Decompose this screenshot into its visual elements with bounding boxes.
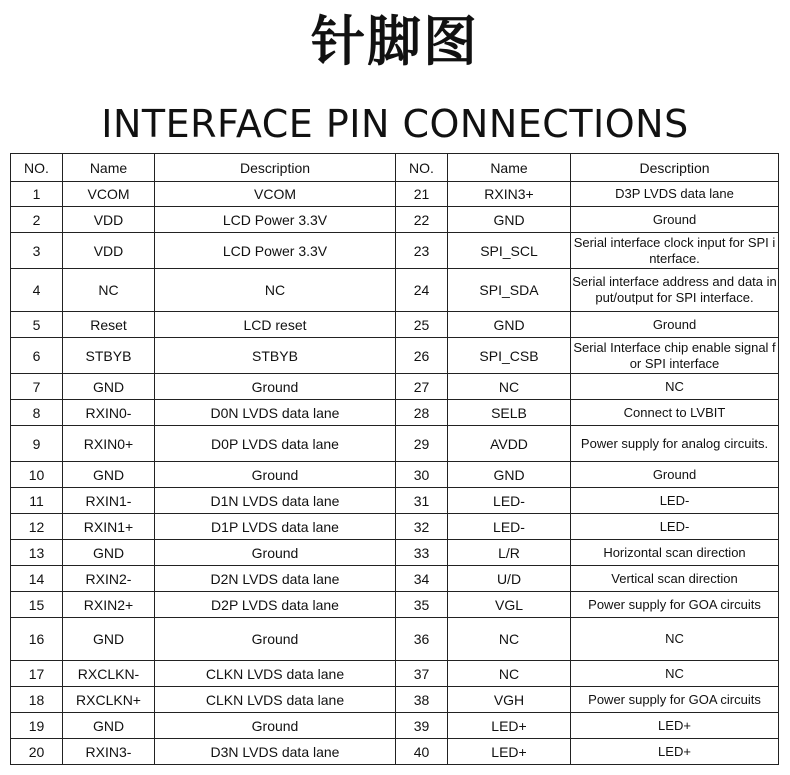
pin-number: 11 [11,488,63,514]
table-row [11,739,779,765]
pin-description: Connect to LVBIT [571,400,779,426]
pin-number: 28 [396,400,448,426]
header-name-left: Name [63,154,155,182]
pin-name: SPI_SDA [448,269,571,312]
table-row [11,182,779,207]
pin-description: LED- [571,514,779,540]
pin-name: GND [448,462,571,488]
pin-number: 23 [396,233,448,269]
pin-table-body [11,182,779,765]
pin-name: RXIN1- [63,488,155,514]
pin-number: 24 [396,269,448,312]
pin-description: Ground [155,713,396,739]
pin-number: 32 [396,514,448,540]
pin-description: D0N LVDS data lane [155,400,396,426]
pin-number: 22 [396,207,448,233]
pin-description: Ground [155,374,396,400]
pin-number: 4 [11,269,63,312]
pin-number: 3 [11,233,63,269]
pin-number: 18 [11,687,63,713]
pin-number: 30 [396,462,448,488]
pin-description: Vertical scan direction [571,566,779,592]
pin-name: VDD [63,233,155,269]
pin-number: 19 [11,713,63,739]
page-title: INTERFACE PIN CONNECTIONS [101,102,689,146]
pin-description: NC [571,374,779,400]
pin-description: Serial interface clock input for SPI interface. [571,233,779,269]
pin-number: 25 [396,312,448,338]
pin-description: Serial interface address and data input/output for SPI interface. [571,269,779,312]
table-row [11,462,779,488]
pin-name: VGL [448,592,571,618]
pin-number: 2 [11,207,63,233]
pin-name: LED+ [448,739,571,765]
pin-name: U/D [448,566,571,592]
pin-description: NC [571,618,779,661]
pin-description: NC [155,269,396,312]
pin-name: Reset [63,312,155,338]
pin-number: 21 [396,182,448,207]
pin-number: 15 [11,592,63,618]
table-row [11,566,779,592]
pin-description: Ground [571,312,779,338]
table-row [11,687,779,713]
pin-description: CLKN LVDS data lane [155,661,396,687]
pin-description: VCOM [155,182,396,207]
pin-number: 8 [11,400,63,426]
pin-description: STBYB [155,338,396,374]
pin-description: Power supply for analog circuits. [571,426,779,462]
pin-name: VCOM [63,182,155,207]
pin-number: 33 [396,540,448,566]
pin-name: GND [63,462,155,488]
pin-number: 20 [11,739,63,765]
pin-description: Serial Interface chip enable signal for SPI interface [571,338,779,374]
header-row [11,154,779,182]
pin-description: NC [571,661,779,687]
pin-number: 12 [11,514,63,540]
header-description-right: Description [571,154,779,182]
pin-description: D3P LVDS data lane [571,182,779,207]
pin-name: RXIN1+ [63,514,155,540]
pin-name: GND [448,207,571,233]
pin-description: LED+ [571,739,779,765]
pin-name: NC [448,661,571,687]
pin-name: SELB [448,400,571,426]
pin-name: NC [63,269,155,312]
pin-name: RXIN2+ [63,592,155,618]
pin-number: 9 [11,426,63,462]
pin-number: 6 [11,338,63,374]
table-row [11,514,779,540]
pin-number: 40 [396,739,448,765]
pin-description: LED- [571,488,779,514]
pin-name: GND [63,374,155,400]
pin-number: 34 [396,566,448,592]
table-row [11,661,779,687]
table-row [11,269,779,312]
pin-number: 17 [11,661,63,687]
pin-description: Ground [571,462,779,488]
pin-number: 36 [396,618,448,661]
pin-name: RXIN2- [63,566,155,592]
pin-number: 26 [396,338,448,374]
pin-description: Ground [155,462,396,488]
pin-name: GND [63,618,155,661]
pin-number: 37 [396,661,448,687]
pin-description: Ground [155,618,396,661]
pin-number: 35 [396,592,448,618]
pin-description: Ground [155,540,396,566]
table-row [11,426,779,462]
pin-number: 7 [11,374,63,400]
pin-description: D1N LVDS data lane [155,488,396,514]
header-description-left: Description [155,154,396,182]
pin-name: RXCLKN- [63,661,155,687]
table-row [11,713,779,739]
pin-name: NC [448,374,571,400]
pin-name: L/R [448,540,571,566]
pin-name: RXIN3+ [448,182,571,207]
pin-description: CLKN LVDS data lane [155,687,396,713]
pin-number: 10 [11,462,63,488]
pin-name: LED+ [448,713,571,739]
pin-name: LED- [448,514,571,540]
pin-description: LCD reset [155,312,396,338]
pin-description: Ground [571,207,779,233]
table-row [11,374,779,400]
pin-description: LED+ [571,713,779,739]
pin-number: 27 [396,374,448,400]
table-row [11,400,779,426]
pin-number: 5 [11,312,63,338]
pin-description: LCD Power 3.3V [155,207,396,233]
table-row [11,338,779,374]
table-row [11,488,779,514]
table-row [11,207,779,233]
pin-name: RXIN0+ [63,426,155,462]
pin-description: D0P LVDS data lane [155,426,396,462]
pin-description: D2N LVDS data lane [155,566,396,592]
pin-name: SPI_CSB [448,338,571,374]
pin-description: LCD Power 3.3V [155,233,396,269]
pin-name: NC [448,618,571,661]
pin-description: D1P LVDS data lane [155,514,396,540]
pin-name: AVDD [448,426,571,462]
pin-name: LED- [448,488,571,514]
pin-number: 29 [396,426,448,462]
pin-number: 39 [396,713,448,739]
pin-name: VGH [448,687,571,713]
pin-number: 16 [11,618,63,661]
pin-name: RXCLKN+ [63,687,155,713]
table-row [11,592,779,618]
header-no-left: NO. [11,154,63,182]
pin-name: GND [448,312,571,338]
table-row [11,233,779,269]
pin-table [10,153,779,765]
pin-description: Power supply for GOA circuits [571,687,779,713]
pin-number: 1 [11,182,63,207]
pin-number: 14 [11,566,63,592]
pin-name: RXIN3- [63,739,155,765]
pin-number: 13 [11,540,63,566]
pin-name: STBYB [63,338,155,374]
pin-description: Horizontal scan direction [571,540,779,566]
table-row [11,618,779,661]
header-no-right: NO. [396,154,448,182]
pin-name: GND [63,713,155,739]
pin-description: Power supply for GOA circuits [571,592,779,618]
pin-name: VDD [63,207,155,233]
table-row [11,540,779,566]
pin-description: D3N LVDS data lane [155,739,396,765]
pin-number: 31 [396,488,448,514]
pin-name: SPI_SCL [448,233,571,269]
table-row [11,312,779,338]
pin-number: 38 [396,687,448,713]
pin-description: D2P LVDS data lane [155,592,396,618]
pin-name: GND [63,540,155,566]
pin-name: RXIN0- [63,400,155,426]
header-name-right: Name [448,154,571,182]
page-title-chinese: 针脚图 [311,10,479,73]
